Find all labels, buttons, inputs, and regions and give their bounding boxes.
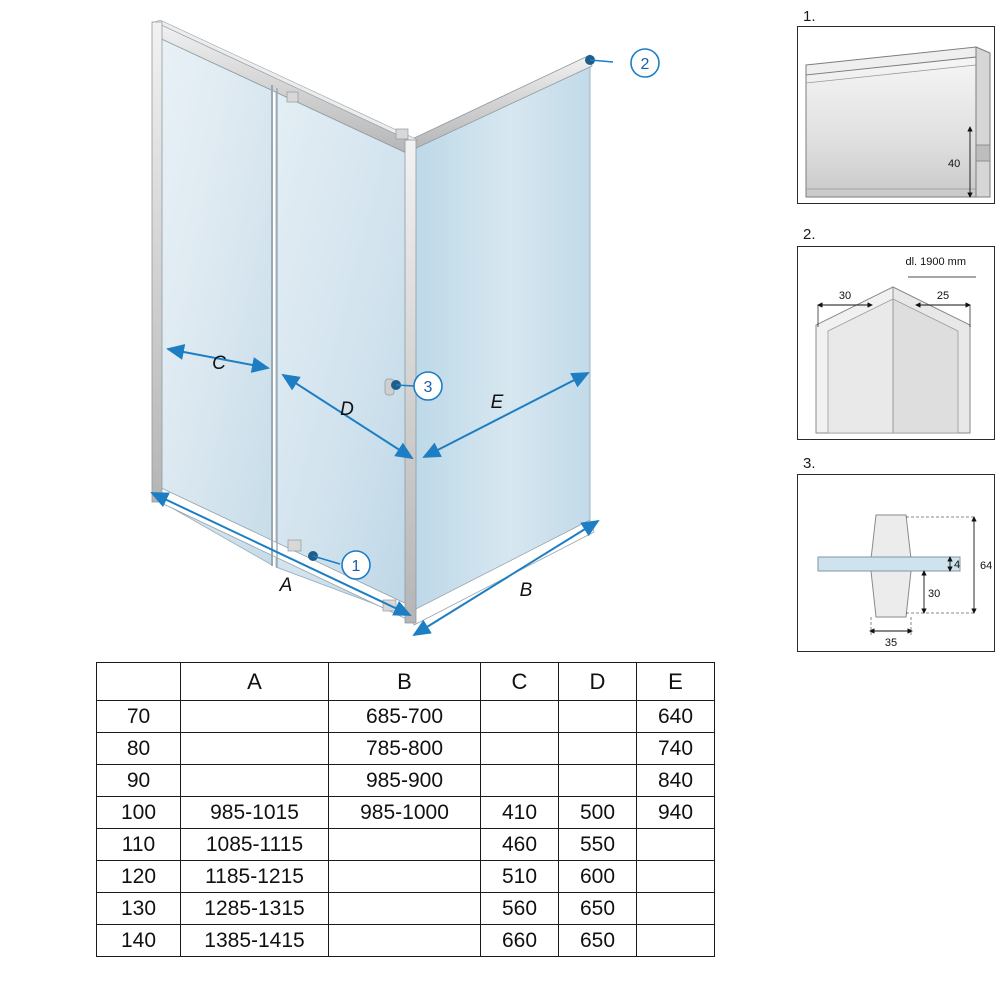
detail-3-dim-4: 4 <box>954 559 961 571</box>
cell-d <box>559 765 637 797</box>
table-row <box>97 861 715 893</box>
cell-b <box>329 925 481 957</box>
cell-a <box>181 733 329 765</box>
detail-3-number: 3. <box>803 455 816 472</box>
detail-2-dim-length: dl. 1900 mm <box>905 256 966 268</box>
detail-1-dim-40: 40 <box>948 158 961 170</box>
cell-size: 110 <box>97 829 181 861</box>
dimension-table <box>96 662 715 957</box>
detail-2-dim-25: 25 <box>936 290 950 302</box>
cell-e <box>637 861 715 893</box>
detail-3-dim-35: 35 <box>884 637 898 649</box>
detail-2-number: 2. <box>803 226 816 243</box>
detail-3-panel <box>797 474 995 652</box>
callout-2-label: 2 <box>640 56 650 73</box>
detail-1-graphic <box>798 27 996 205</box>
cell-d: 650 <box>559 893 637 925</box>
cell-e: 940 <box>637 797 715 829</box>
table-header-c: C <box>481 663 559 701</box>
dim-label-A: A <box>279 575 293 596</box>
cell-size: 100 <box>97 797 181 829</box>
cell-a: 1285-1315 <box>181 893 329 925</box>
cell-b: 985-1000 <box>329 797 481 829</box>
cell-b: 985-900 <box>329 765 481 797</box>
cell-a: 1385-1415 <box>181 925 329 957</box>
cell-size: 120 <box>97 861 181 893</box>
cell-e <box>637 829 715 861</box>
table-header-d: D <box>559 663 637 701</box>
table-header-a: A <box>181 663 329 701</box>
callout-3-label: 3 <box>423 379 433 396</box>
table-row <box>97 701 715 733</box>
detail-1-panel <box>797 26 995 204</box>
cell-c: 460 <box>481 829 559 861</box>
cell-a: 985-1015 <box>181 797 329 829</box>
dim-label-C: C <box>212 353 226 374</box>
detail-2-dim-30: 30 <box>838 290 852 302</box>
table-row <box>97 797 715 829</box>
cell-e <box>637 925 715 957</box>
table-row <box>97 925 715 957</box>
cell-d: 650 <box>559 925 637 957</box>
cell-b: 785-800 <box>329 733 481 765</box>
detail-3-graphic <box>798 475 996 653</box>
cell-d: 600 <box>559 861 637 893</box>
dim-label-E: E <box>490 392 504 413</box>
cell-c: 660 <box>481 925 559 957</box>
table-row <box>97 733 715 765</box>
table-header-size <box>97 663 181 701</box>
dim-label-B: B <box>519 580 533 601</box>
cell-e: 640 <box>637 701 715 733</box>
cell-c <box>481 701 559 733</box>
table-row <box>97 829 715 861</box>
cell-c: 410 <box>481 797 559 829</box>
cell-d <box>559 733 637 765</box>
cell-b: 685-700 <box>329 701 481 733</box>
cell-b <box>329 829 481 861</box>
detail-2-graphic <box>798 247 996 441</box>
cell-size: 130 <box>97 893 181 925</box>
cell-c <box>481 733 559 765</box>
cell-d: 550 <box>559 829 637 861</box>
cell-c <box>481 765 559 797</box>
cell-a <box>181 765 329 797</box>
cell-size: 70 <box>97 701 181 733</box>
cell-e <box>637 893 715 925</box>
cell-e: 840 <box>637 765 715 797</box>
cell-a: 1185-1215 <box>181 861 329 893</box>
detail-2-panel <box>797 246 995 440</box>
table-row <box>97 765 715 797</box>
cell-e: 740 <box>637 733 715 765</box>
cell-b <box>329 861 481 893</box>
cell-size: 90 <box>97 765 181 797</box>
cell-size: 80 <box>97 733 181 765</box>
table-header-e: E <box>637 663 715 701</box>
cell-d: 500 <box>559 797 637 829</box>
cell-size: 140 <box>97 925 181 957</box>
callout-1-label: 1 <box>351 558 361 575</box>
detail-3-dim-64: 64 <box>980 560 993 572</box>
cell-b <box>329 893 481 925</box>
cell-a: 1085-1115 <box>181 829 329 861</box>
cell-a <box>181 701 329 733</box>
cell-d <box>559 701 637 733</box>
table-header-row <box>97 663 715 701</box>
cell-c: 510 <box>481 861 559 893</box>
detail-1-number: 1. <box>803 8 816 25</box>
table-row <box>97 893 715 925</box>
dim-label-D: D <box>340 399 354 420</box>
detail-3-dim-30: 30 <box>928 588 941 600</box>
cell-c: 560 <box>481 893 559 925</box>
table-header-b: B <box>329 663 481 701</box>
